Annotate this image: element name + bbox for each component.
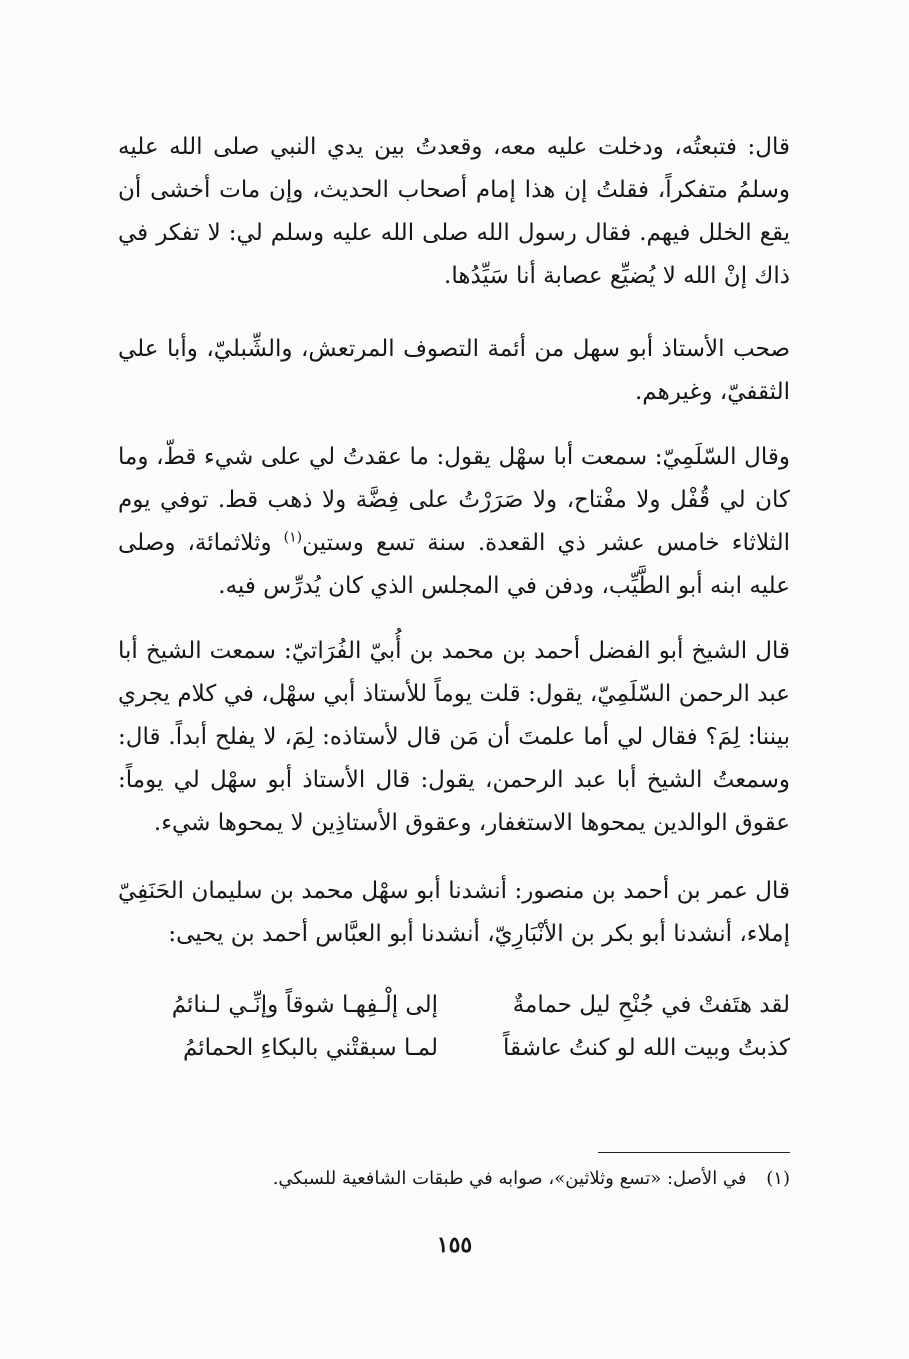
verse-first-hemistich: كذبتُ وبيت الله لو كنتُ عاشقاً [503,1035,790,1061]
paragraph-3-text: وقال السّلَمِيّ: سمعت أبا سهْل يقول: ما عقدتُ لي على شيء قطّ، وما كان لي قُفْل ولا مفْتاح، ولا صَرَرْتُ على فِضَّة ولا ذهب قط. توفي يوم الثلاثاء خامس عشر ذي القعدة. سنة تسع وستين [118,444,791,556]
paragraph-3 [118,436,790,608]
verse-first-hemistich: لقد هتَفتْ في جُنْحِ ليل حمامةٌ [512,992,790,1018]
paragraph-2: صحب الأستاذ أبو سهل من أئمة التصوف المرتعش، والشِّبليّ، وأبا علي الثقفيّ، وغيرهم. [118,336,790,405]
paragraph-5: قال عمر بن أحمد بن منصور: أنشدنا أبو سهْل محمد بن سليمان الحَنَفِيّ إملاء، أنشدنا أبو بكر بن الأنْبَارِيّ، أنشدنا أبو العبَّاس أحمد بن يحيى: [118,878,790,947]
paragraph-4: قال الشيخ أبو الفضل أحمد بن محمد بن أُبيّ الفُرَاتيّ: سمعت الشيخ أبا عبد الرحمن السّلَمِيّ، يقول: قلت يوماً للأستاذ أبي سهْل، في كلام يجري بيننا: لِمَ؟ فقال لي أما علمتَ أن مَن قال لأستاذه: لِمَ، لا يفلح أبداً. قال: وسمعتُ الشيخ أبا عبد الرحمن، يقول: قال الأستاذ أبو سهْل لي يوماً: عقوق الوالدين يمحوها الاستغفار، وعقوق الأستاذِين لا يمحوها شيء. [118,638,790,836]
paragraph-3-tail: وثلاثمائة، وصلى عليه ابنه أبو الطَّيِّب، ودفن في المجلس الذي كان يُدرِّس فيه. [118,530,790,599]
poem [118,984,790,1070]
page-number: ١٥٥ [436,1232,473,1258]
footnote-text: في الأصل: «تسع وثلاثين»، صوابه في طبقات الشافعية للسبكي. [272,1168,747,1189]
footnote [118,1164,790,1194]
paragraph-1: قال: فتبعتُه، ودخلت عليه معه، وقعدتُ بين يدي النبي صلى الله عليه وسلمُ متفكراً، فقلتُ إن هذا إمام أصحاب الحديث، وإن مات أخشى أن يقع الخلل فيهم. فقال رسول الله صلى الله عليه وسلم لي: لا تفكر في ذاك إنْ الله لا يُضيِّع عصابة أنا سَيِّدُها. [118,134,790,289]
verse-second-hemistich: لمـا سبقتْني بالبكاءِ الحمائمُ [182,1035,438,1061]
verse-line [118,984,790,1027]
verse-line [118,1027,790,1070]
footnote-reference[interactable]: (١) [283,529,303,546]
verse-second-hemistich: إلى إلْـفِهـا شوقاً وإنِّـي لـنائمُ [171,992,438,1018]
footnote-marker: (١) [766,1168,790,1189]
footnote-separator [598,1152,790,1153]
